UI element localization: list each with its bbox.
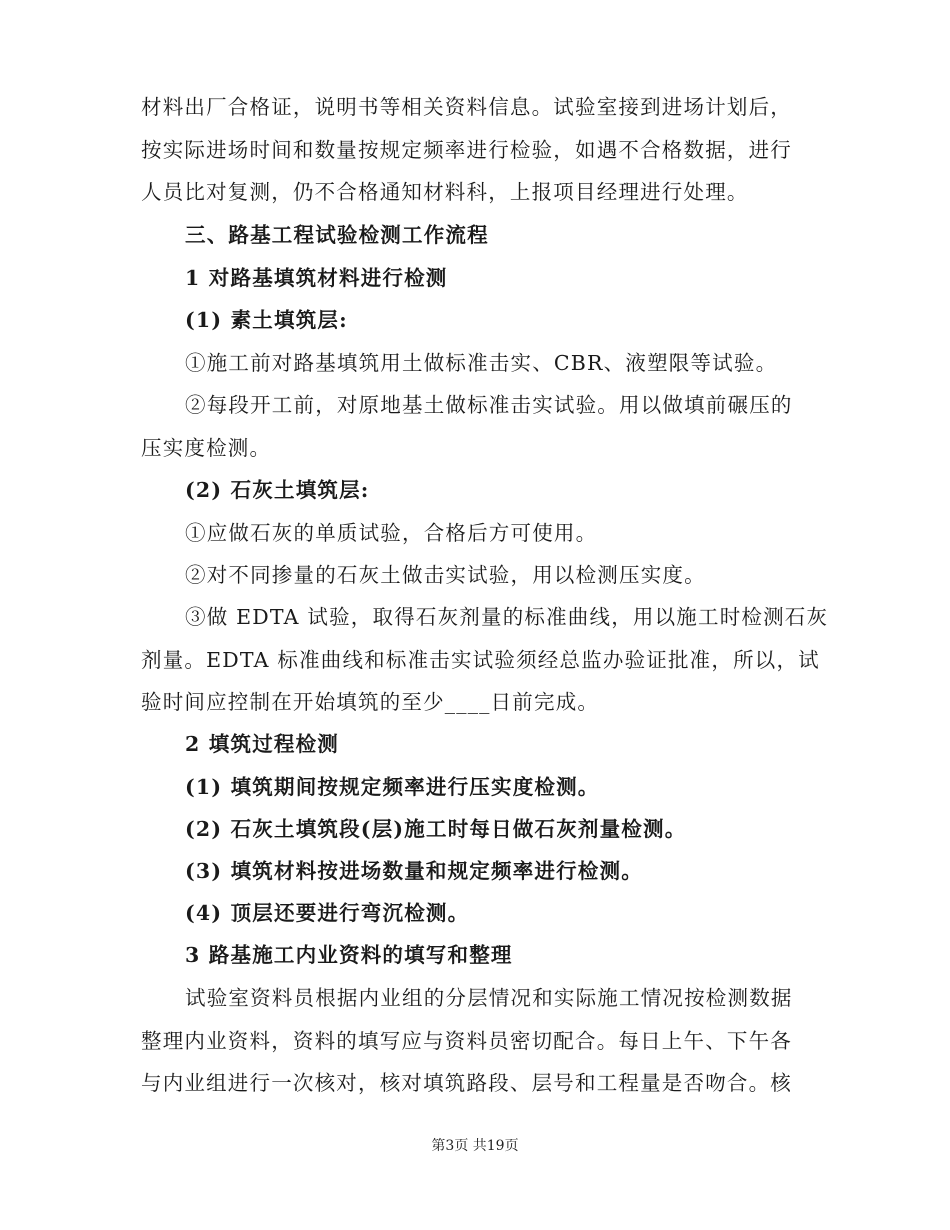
text-line: ②对不同掺量的石灰土做击实试验，用以检测压实度。 bbox=[185, 563, 706, 587]
text-line: 试验室资料员根据内业组的分层情况和实际施工情况按检测数据 bbox=[185, 986, 793, 1010]
text-line: 压实度检测。 bbox=[141, 435, 272, 460]
item-heading bbox=[141, 469, 811, 512]
section-heading bbox=[141, 214, 811, 257]
item-heading bbox=[141, 808, 811, 851]
text-line: (3) 填筑材料按进场数量和规定频率进行检测。 bbox=[185, 859, 643, 883]
item-heading bbox=[141, 850, 811, 893]
item-heading bbox=[141, 299, 811, 342]
text-line: 剂量。EDTA 标准曲线和标准击实试验须经总监办验证批准，所以，试 bbox=[141, 647, 820, 672]
item-heading bbox=[141, 766, 811, 809]
list-item bbox=[141, 342, 811, 385]
text-line: 2 填筑过程检测 bbox=[185, 732, 340, 756]
subsection-heading bbox=[141, 257, 811, 300]
text-line: 整理内业资料，资料的填写应与资料员密切配合。每日上午、下午各 bbox=[141, 1028, 792, 1053]
list-item bbox=[141, 554, 811, 597]
text-line: (1) 填筑期间按规定频率进行压实度检测。 bbox=[185, 775, 600, 799]
text-line: ①应做石灰的单质试验，合格后方可使用。 bbox=[185, 521, 598, 545]
item-heading bbox=[141, 892, 811, 935]
text-line: 验时间应控制在开始填筑的至少____日前完成。 bbox=[141, 690, 600, 715]
text-line: ③做 EDTA 试验，取得石灰剂量的标准曲线，用以施工时检测石灰 bbox=[185, 605, 829, 629]
text-line: 1 对路基填筑材料进行检测 bbox=[185, 266, 448, 290]
text-line: 3 路基施工内业资料的填写和整理 bbox=[185, 943, 513, 967]
list-item bbox=[141, 512, 811, 555]
text-line: 与内业组进行一次核对，核对填筑路段、层号和工程量是否吻合。核 bbox=[141, 1071, 792, 1096]
text-line: (2) 石灰土填筑段(层)施工时每日做石灰剂量检测。 bbox=[185, 817, 687, 841]
body-paragraph bbox=[141, 977, 811, 1105]
subsection-heading bbox=[141, 934, 811, 977]
body-paragraph bbox=[141, 86, 811, 214]
page-number: 第3页 共19页 bbox=[431, 1138, 519, 1154]
text-line: 三、路基工程试验检测工作流程 bbox=[185, 223, 489, 247]
list-item bbox=[141, 384, 811, 469]
text-line: ①施工前对路基填筑用土做标准击实、CBR、液塑限等试验。 bbox=[185, 351, 778, 375]
text-line: 材料出厂合格证，说明书等相关资料信息。试验室接到进场计划后， bbox=[141, 95, 792, 119]
text-line: ②每段开工前，对原地基土做标准击实试验。用以做填前碾压的 bbox=[185, 393, 793, 417]
page-footer bbox=[0, 1135, 950, 1155]
text-line: (2) 石灰土填筑层: bbox=[185, 478, 370, 502]
list-item bbox=[141, 596, 829, 724]
text-line: (4) 顶层还要进行弯沉检测。 bbox=[185, 901, 470, 925]
subsection-heading bbox=[141, 723, 811, 766]
text-line: (1) 素土填筑层: bbox=[185, 308, 348, 332]
text-line: 人员比对复测，仍不合格通知材料科，上报项目经理进行处理。 bbox=[141, 180, 749, 205]
text-line: 按实际进场时间和数量按规定频率进行检验，如遇不合格数据，进行 bbox=[141, 137, 792, 162]
